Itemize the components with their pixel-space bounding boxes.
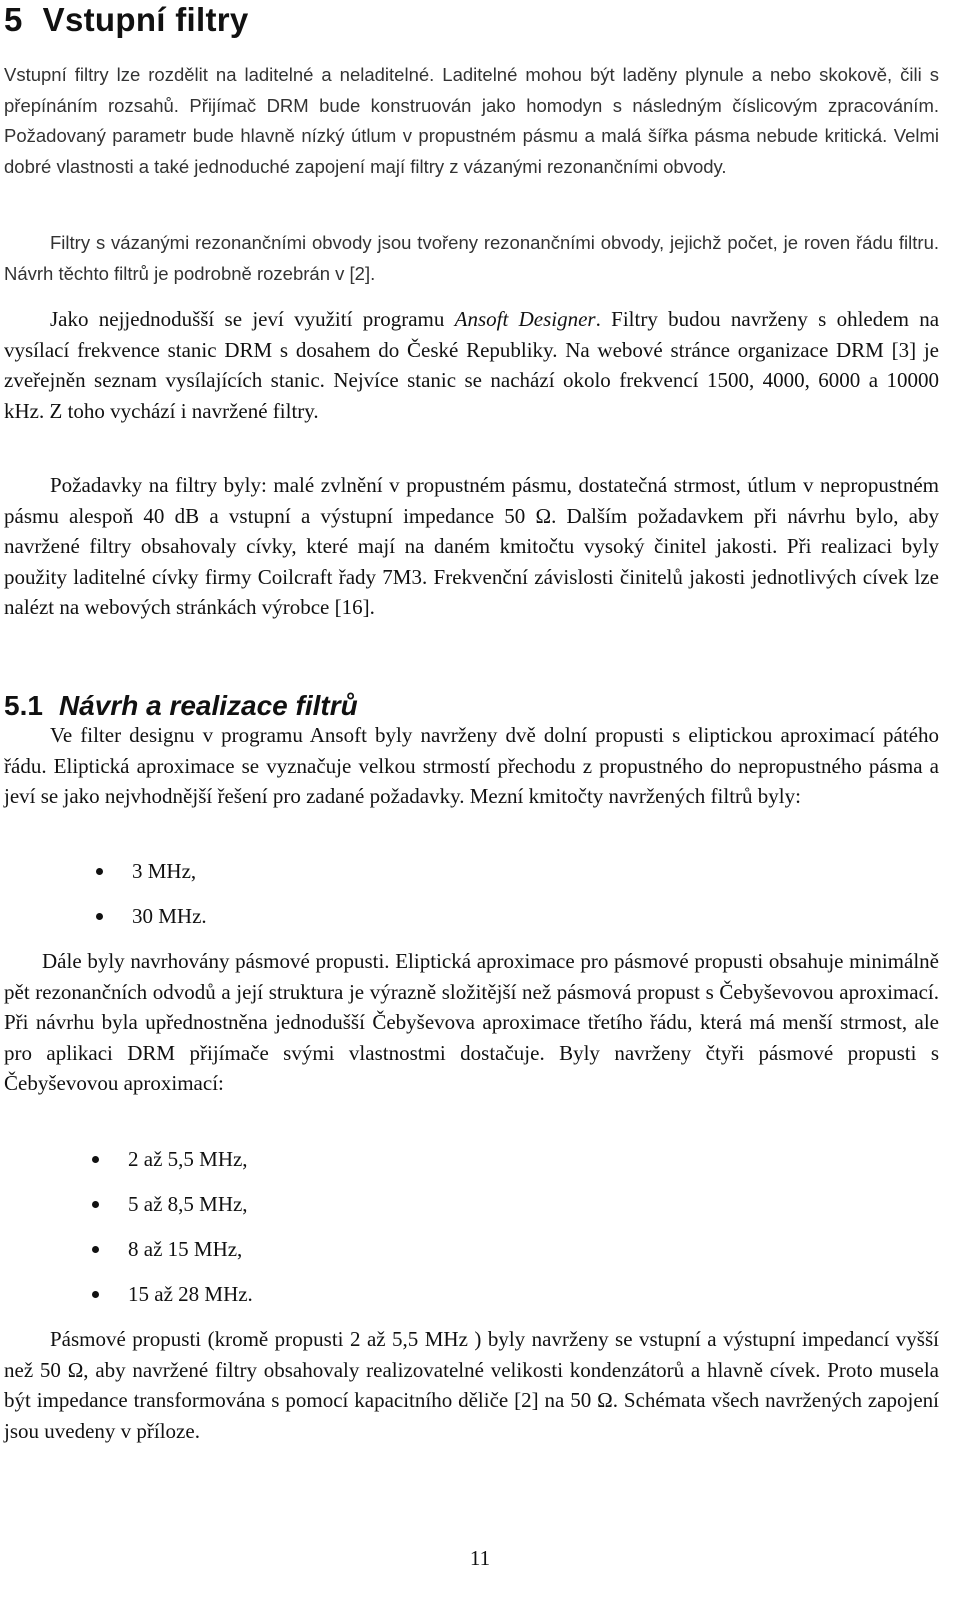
paragraph-bandpass: Dále byly navrhovány pásmové propusti. Eliptická aproximace pro pásmové propusti obsahuje minimálně pět rezonančních odvodů a její struktura je výrazně složitější než pásmová propust s Čebyševovou aproximací. Při návrhu byla upřednostněna jednodušší Čebyševova aproximace třetího řádu, která má menší strmost, ale pro aplikaci DRM přijímače svými vlastnostmi dostačuje. Byly navrženy čtyři pásmové propusti s Čebyševovou aproximací: [4,949,939,1095]
bullet-icon [92,1291,99,1298]
paragraph-design: Ve filter designu v programu Ansoft byly navrženy dvě dolní propusti s eliptickou aproximací pátého řádu. Eliptická aproximace se vyznačuje velkou strmostí přechodu z propustného do nepropustného pásma a jeví se jako nejvhodnější řešení pro zadané požadavky. Mezní kmitočty navržených filtrů byly: [4,723,939,808]
ansoft-text-after: . Filtry budou navrženy s ohledem na vysílací frekvence stanic DRM s dosahem do České Republiky. Na webové stránce organizace DRM [3] je zveřejněn seznam vysílajících stanic. Nejvíce stanic se nachází okolo frekvencí 1500, 4000, 6000 a 10000 kHz. Z toho vychází i navržené filtry. [4,307,940,423]
bullet-icon [92,1156,99,1163]
page-number: 11 [469,1546,491,1570]
chapter-title: Vstupní filtry [42,1,249,38]
paragraph-requirements: Požadavky na filtry byly: malé zvlnění v propustném pásmu, dostatečná strmost, útlum v nepropustném pásmu alespoň 40 dB a vstupní a výstupní impedance 50 Ω. Dalším požadavkem při návrhu bylo, aby navržené filtry obsahovaly cívky, které mají na daném kmitočtu vysoký činitel jakosti. Při realizaci byly použity laditelné cívky firmy Coilcraft řady 7M3. Frekvenční závislosti činitelů jakosti jednotlivých cívek lze nalézt na webových stránkách výrobce [16]. [4,473,939,619]
ansoft-program-name: Ansoft Designer [454,307,596,331]
paragraph-impedance: Pásmové propusti (kromě propusti 2 až 5,5 MHz ) byly navrženy se vstupní a výstupní impedancí vyšší než 50 Ω, aby navržené filtry obsahovaly realizovatelné velikosti kondenzátorů a hlavně cívek. Proto musela být impedance transformována s pomocí kapacitního děliče [2] na 50 Ω. Schémata všech navržených zapojení jsou uvedeny v příloze. [4,1327,939,1443]
bullet-icon [92,1201,99,1208]
document-page: 5 Vstupní filtry Vstupní filtry lze rozdělit na laditelné a neladitelné. Laditelné mohou být laděny plynule a nebo skokově, čili s přepínáním rozsahů. Přijímač DRM bude konstruován jako homodyn s následným číslicovým zpracováním. Požadovaný parametr bude hlavně nízký útlum v propustném pásmu a malá šířka pásma nebude kritická. Velmi dobré vlastnosti a také jednoduché zapojení mají filtry z vázanými rezonančními obvody. Filtry s vázanými rezonančními obvody jsou tvořeny rezonančními obvody, jejichž počet, je roven řádu filtru. Návrh těchto filtrů je podrobně rozebrán v [2]. Jako nejjednodušší se jeví využití programu Ansoft Designer. Filtry budou navrženy s ohledem na vysílací frekvence stanic DRM s dosahem do České Republiky. Na webové stránce organizace DRM [3] je zveřejněn seznam vysílajících stanic. Nejvíce stanic se nachází okolo frekvencí 1500, 4000, 6000 a 10000 kHz. Z toho vychází i navržené filtry. Požadavky na filtry byly: malé zvlnění v propustném pásmu, dostatečná strmost, útlum v nepropustném pásmu alespoň 40 dB a vstupní a výstupní impedance 50 Ω. Dalším požadavkem při návrhu bylo, aby navržené filtry obsahovaly cívky, které mají na daném kmitočtu vysoký činitel jakosti. Při realizaci byly použity laditelné cívky firmy Coilcraft řady 7M3. Frekvenční závislosti činitelů jakosti jednotlivých cívek lze nalézt na webových stránkách výrobce [16]. 5.1 Návrh a realizace filtrů Ve filter designu v programu Ansoft byly navrženy dvě dolní propusti s eliptickou aproximací pátého řádu. Eliptická aproximace se vyznačuje velkou strmostí přechodu z propustného do nepropustného pásma a jeví se jako nejvhodnější řešení pro zadané požadavky. Mezní kmitočty navržených filtrů byly: 3 MHz, 30 MHz. Dále byly navrhovány pásmové propusti. Eliptická aproximace pro pásmové propusti obsahuje minimálně pět rezonančních odvodů a její struktura je výrazně složitější než pásmová propust s Čebyševovou aproximací. Při návrhu byla upřednostněna jednodušší Čebyševova aproximace třetího řádu, která má menší strmost, ale pro aplikaci DRM přijímače svými vlastnostmi dostačuje. Byly navrženy čtyři pásmové propusti s Čebyševovou aproximací: 2 až 5,5 MHz, 5 až 8,5 MHz, 8 až 15 MHz, 15 až 28 MHz. Pásmové propusti (kromě propusti 2 až 5,5 MHz ) byly navrženy se vstupní a výstupní impedancí vyšší než 50 Ω, aby navržené filtry obsahovaly realizovatelné velikosti kondenzátorů a hlavně cívek. Proto musela být impedance transformována s pomocí kapacitního děliče [2] na 50 Ω. Schémata všech navržených zapojení jsou uvedeny v příloze. 11 [0,0,960,1597]
paragraph-coupled-filters: Filtry s vázanými rezonančními obvody jsou tvořeny rezonančními obvody, jejichž počet, je roven řádu filtru. Návrh těchto filtrů je podrobně rozebrán v [2]. [4,232,939,284]
bullet-icon [96,868,103,875]
paragraph-intro: Vstupní filtry lze rozdělit na laditelné a neladitelné. Laditelné mohou být laděny plynule a nebo skokově, čili s přepínáním rozsahů. Přijímač DRM bude konstruován jako homodyn s následným číslicovým zpracováním. Požadovaný parametr bude hlavně nízký útlum v propustném pásmu a malá šířka pásma nebude kritická. Velmi dobré vlastnosti a také jednoduché zapojení mají filtry z vázanými rezonančními obvody. [4,64,939,177]
chapter-heading [4,2,249,38]
bullet-icon [92,1246,99,1253]
section-heading [4,690,358,722]
ansoft-text-before: Jako nejjednodušší se jeví využití programu [50,307,455,331]
section-title: Návrh a realizace filtrů [58,690,358,721]
chapter-number: 5 [4,1,23,38]
bullet-icon [96,913,103,920]
section-number: 5.1 [4,690,43,721]
paragraph-ansoft [4,304,939,426]
